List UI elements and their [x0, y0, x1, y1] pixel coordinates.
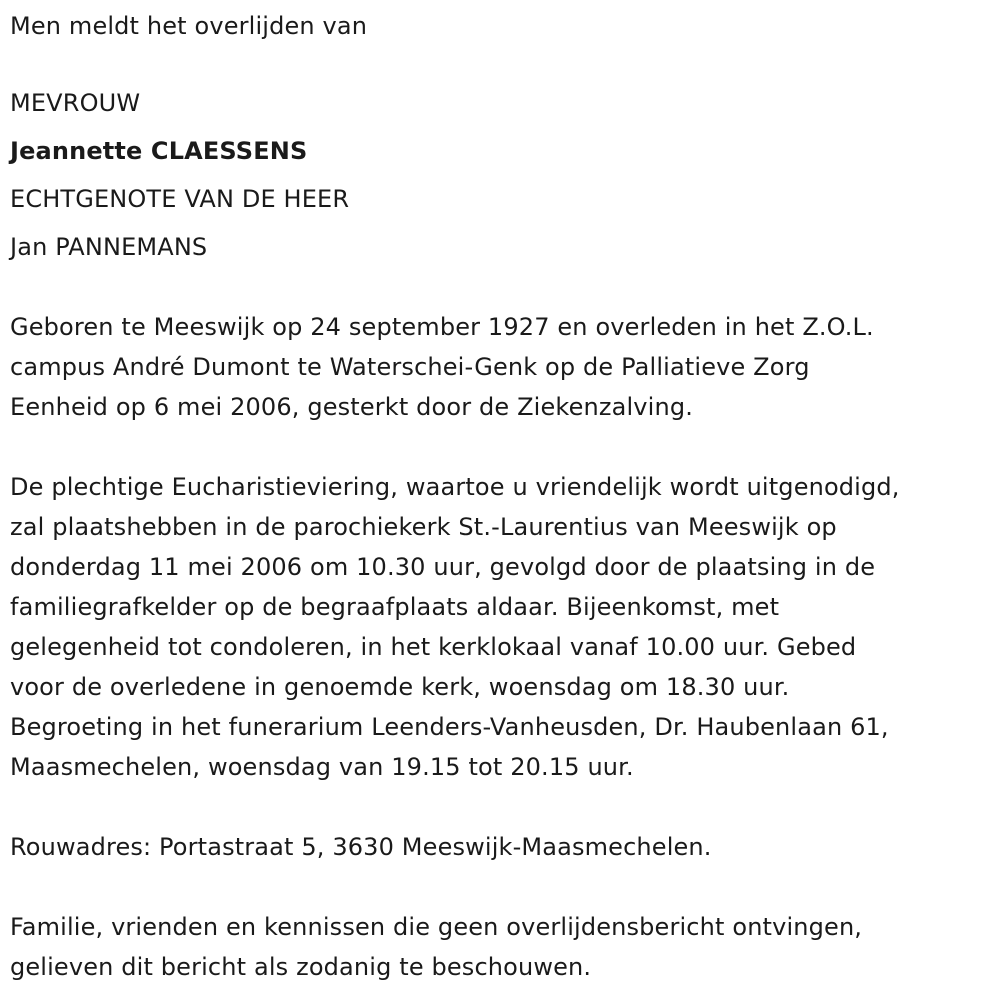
- paragraph-line: donderdag 11 mei 2006 om 10.30 uur, gevolgd door de plaatsing in de: [10, 553, 876, 581]
- paragraph-line: Eenheid op 6 mei 2006, gesterkt door de Ziekenzalving.: [10, 393, 693, 421]
- paragraph-line: voor de overledene in genoemde kerk, woensdag om 18.30 uur.: [10, 673, 790, 701]
- honorific: MEVROUW: [10, 89, 141, 117]
- paragraph-line: gelieven dit bericht als zodanig te beschouwen.: [10, 953, 592, 981]
- paragraph-line: Familie, vrienden en kennissen die geen overlijdensbericht ontvingen,: [10, 913, 863, 941]
- paragraph-line: familiegrafkelder op de begraafplaats aldaar. Bijeenkomst, met: [10, 593, 780, 621]
- deceased-header: [10, 79, 1000, 271]
- spacer: [10, 46, 1000, 79]
- spacer: [10, 271, 1000, 307]
- spacer: [10, 867, 1000, 907]
- mourning-address: Rouwadres: Portastraat 5, 3630 Meeswijk-Maasmechelen.: [10, 833, 712, 861]
- paragraph-line: Geboren te Meeswijk op 24 september 1927 en overleden in het Z.O.L.: [10, 313, 874, 341]
- relation-text: ECHTGENOTE VAN DE HEER: [10, 185, 350, 213]
- paragraph-line: campus André Dumont te Waterschei-Genk op de Palliatieve Zorg: [10, 353, 810, 381]
- spacer: [10, 427, 1000, 467]
- paragraph-line: zal plaatshebben in de parochiekerk St.-Laurentius van Meeswijk op: [10, 513, 837, 541]
- deceased-name: Jeannette CLAESSENS: [10, 137, 308, 165]
- spouse-name: Jan PANNEMANS: [10, 233, 208, 261]
- paragraph-line: gelegenheid tot condoleren, in het kerklokaal vanaf 10.00 uur. Gebed: [10, 633, 857, 661]
- ceremony-paragraph: [10, 467, 1000, 787]
- paragraph-line: Maasmechelen, woensdag van 19.15 tot 20.15 uur.: [10, 753, 634, 781]
- paragraph-line: Begroeting in het funerarium Leenders-Vanheusden, Dr. Haubenlaan 61,: [10, 713, 889, 741]
- birth-death-paragraph: [10, 307, 1000, 427]
- spacer: [10, 787, 1000, 827]
- intro-text: Men meldt het overlijden van: [10, 12, 368, 40]
- paragraph-line: De plechtige Eucharistieviering, waartoe u vriendelijk wordt uitgenodigd,: [10, 473, 900, 501]
- closing-paragraph: [10, 907, 1000, 987]
